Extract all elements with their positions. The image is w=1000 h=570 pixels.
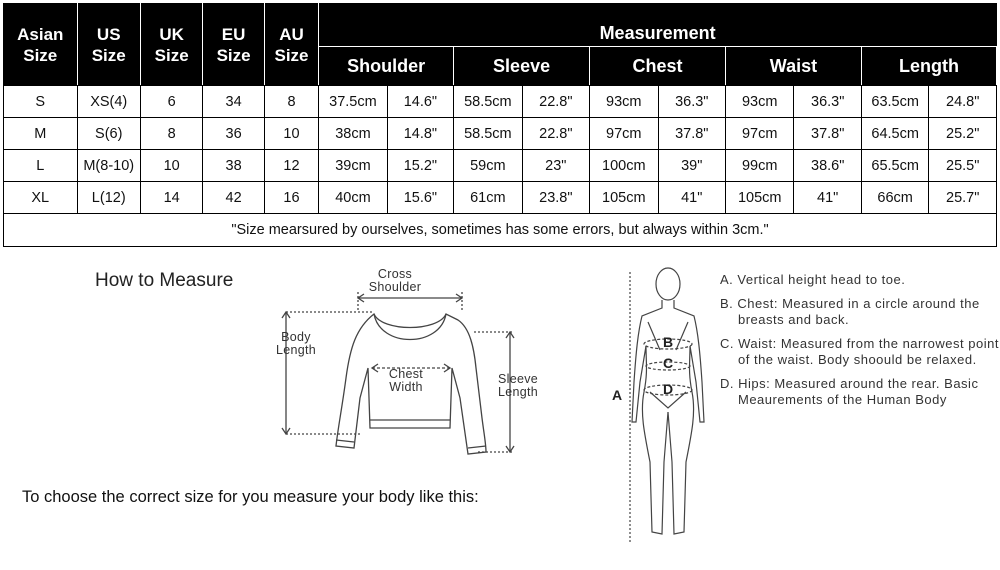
table-cell: 14.8" <box>387 118 453 150</box>
table-cell: 25.2" <box>929 118 997 150</box>
body-letter-d: D <box>663 381 674 397</box>
header-measurement: Measurement <box>319 4 997 47</box>
body-letter-b: B <box>663 334 674 350</box>
table-cell: 12 <box>264 150 318 182</box>
label-cross-shoulder: Cross Shoulder <box>368 267 422 294</box>
table-cell: 24.8" <box>929 86 997 118</box>
table-cell: 10 <box>140 150 202 182</box>
table-cell: 38cm <box>319 118 387 150</box>
table-cell: 59cm <box>454 150 522 182</box>
table-cell: 97cm <box>725 118 793 150</box>
table-cell: 97cm <box>590 118 658 150</box>
table-cell: 23" <box>522 150 589 182</box>
table-cell: 105cm <box>725 182 793 214</box>
table-cell: L <box>4 150 78 182</box>
label-sleeve-length: Sleeve Length <box>497 372 539 399</box>
table-cell: 8 <box>140 118 202 150</box>
header-au-size: AU Size <box>264 4 318 86</box>
table-cell: 10 <box>264 118 318 150</box>
table-cell: 25.7" <box>929 182 997 214</box>
table-row <box>4 150 997 182</box>
table-cell: 37.8" <box>794 118 861 150</box>
table-cell: 61cm <box>454 182 522 214</box>
how-to-measure-title: How to Measure <box>95 270 234 291</box>
legend-item-chest: B. Chest: Measured in a circle around the breasts and back. <box>720 296 980 327</box>
table-cell: 22.8" <box>522 86 589 118</box>
label-chest-width: Chest Width <box>388 367 424 394</box>
table-cell: 25.5" <box>929 150 997 182</box>
table-cell: 58.5cm <box>454 118 522 150</box>
table-cell: 65.5cm <box>861 150 928 182</box>
table-cell: 93cm <box>590 86 658 118</box>
table-cell: 58.5cm <box>454 86 522 118</box>
table-cell: 39" <box>658 150 725 182</box>
header-eu-size: EU Size <box>203 4 264 86</box>
body-letter-a: A <box>612 387 623 403</box>
table-cell: 100cm <box>590 150 658 182</box>
table-cell: 42 <box>203 182 264 214</box>
header-length: Length <box>861 47 996 86</box>
table-cell: 93cm <box>725 86 793 118</box>
table-cell: L(12) <box>77 182 140 214</box>
table-cell: 41" <box>794 182 861 214</box>
table-cell: S(6) <box>77 118 140 150</box>
table-row <box>4 182 997 214</box>
table-cell: 38 <box>203 150 264 182</box>
header-chest: Chest <box>590 47 726 86</box>
table-cell: S <box>4 86 78 118</box>
size-chart-table <box>3 3 997 247</box>
table-cell: XL <box>4 182 78 214</box>
table-cell: 14.6" <box>387 86 453 118</box>
table-cell: 8 <box>264 86 318 118</box>
table-cell: 36.3" <box>658 86 725 118</box>
legend-item-waist: C. Waist: Measured from the narrowest point of the waist. Body shoould be relaxed. <box>720 336 999 367</box>
table-cell: 99cm <box>725 150 793 182</box>
table-cell: M(8-10) <box>77 150 140 182</box>
table-row <box>4 118 997 150</box>
table-cell: 40cm <box>319 182 387 214</box>
table-cell: 39cm <box>319 150 387 182</box>
header-waist: Waist <box>725 47 861 86</box>
header-uk-size: UK Size <box>140 4 202 86</box>
table-cell: 41" <box>658 182 725 214</box>
size-table-body <box>4 86 997 214</box>
header-sleeve: Sleeve <box>454 47 590 86</box>
table-cell: 37.5cm <box>319 86 387 118</box>
legend-item-hips: D. Hips: Measured around the rear. Basic Meaurements of the Human Body <box>720 376 979 407</box>
table-cell: M <box>4 118 78 150</box>
table-cell: 66cm <box>861 182 928 214</box>
table-cell: 36 <box>203 118 264 150</box>
table-cell: 23.8" <box>522 182 589 214</box>
choose-size-instruction: To choose the correct size for you measure your body like this: <box>22 488 479 506</box>
table-cell: 15.2" <box>387 150 453 182</box>
table-cell: 14 <box>140 182 202 214</box>
table-cell: XS(4) <box>77 86 140 118</box>
legend-item-height: A. Vertical height head to toe. <box>720 272 906 287</box>
table-cell: 36.3" <box>794 86 861 118</box>
table-cell: 105cm <box>590 182 658 214</box>
table-cell: 34 <box>203 86 264 118</box>
body-letter-c: C <box>663 355 674 371</box>
table-cell: 64.5cm <box>861 118 928 150</box>
measurement-note: "Size mearsured by ourselves, sometimes has some errors, but always within 3cm." <box>4 214 997 247</box>
label-body-length: Body Length <box>275 330 317 357</box>
table-cell: 6 <box>140 86 202 118</box>
table-cell: 22.8" <box>522 118 589 150</box>
table-cell: 15.6" <box>387 182 453 214</box>
table-row <box>4 86 997 118</box>
body-measure-legend <box>720 272 1000 416</box>
header-shoulder: Shoulder <box>319 47 454 86</box>
header-us-size: US Size <box>77 4 140 86</box>
body-figure <box>606 262 716 562</box>
table-cell: 38.6" <box>794 150 861 182</box>
table-cell: 63.5cm <box>861 86 928 118</box>
table-cell: 16 <box>264 182 318 214</box>
header-asian-size: Asian Size <box>4 4 78 86</box>
table-cell: 37.8" <box>658 118 725 150</box>
